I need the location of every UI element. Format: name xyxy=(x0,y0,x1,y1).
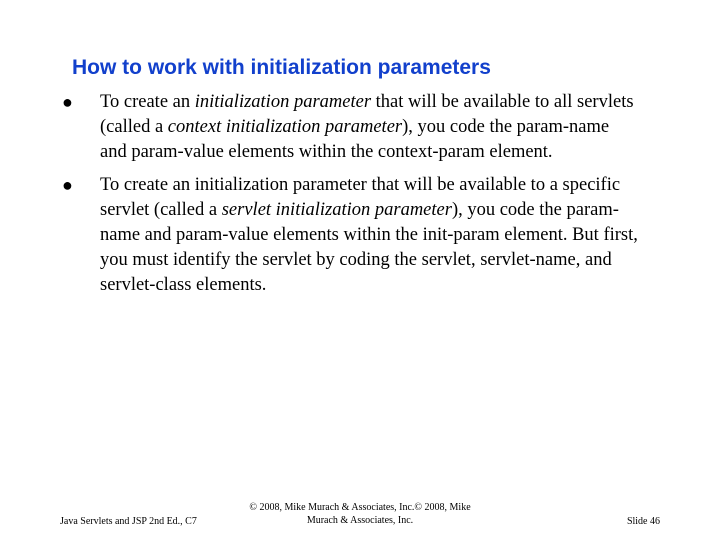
bullet-item xyxy=(0,90,720,165)
text-run-italic: servlet initialization parameter xyxy=(221,200,452,220)
bullet-item xyxy=(0,173,720,298)
bullet-text xyxy=(100,173,640,298)
slide-title: How to work with initialization parameters xyxy=(72,56,491,79)
text-run: To create an initialization parameter that will be available to a specific servlet (called a xyxy=(100,175,621,220)
text-run: ), you code the param-name and param-value elements within the context-param element. xyxy=(100,117,610,162)
footer-book-title: Java Servlets and JSP 2nd Ed., C7 xyxy=(60,516,197,527)
bullet-icon: ● xyxy=(62,92,73,112)
text-run: To create an xyxy=(100,92,195,112)
bullet-icon: ● xyxy=(62,175,73,195)
text-run-italic: initialization parameter xyxy=(194,92,372,112)
footer-copyright: © 2008, Mike Murach & Associates, Inc.© 2008, Mike Murach & Associates, Inc. xyxy=(249,502,471,526)
footer-slide-number: Slide 46 xyxy=(626,516,660,527)
text-run-italic: context initialization parameter xyxy=(167,117,403,137)
slide-footer xyxy=(0,500,720,530)
bullet-text xyxy=(100,90,640,165)
text-run: ), you code the param-name and param-value elements within the init-param element. But first, you must identify the servlet by coding the servlet, servlet-name, and servlet-class elements. xyxy=(100,200,638,295)
bullet-list xyxy=(0,90,720,306)
text-run: that will be available to all servlets (called a xyxy=(100,92,634,137)
